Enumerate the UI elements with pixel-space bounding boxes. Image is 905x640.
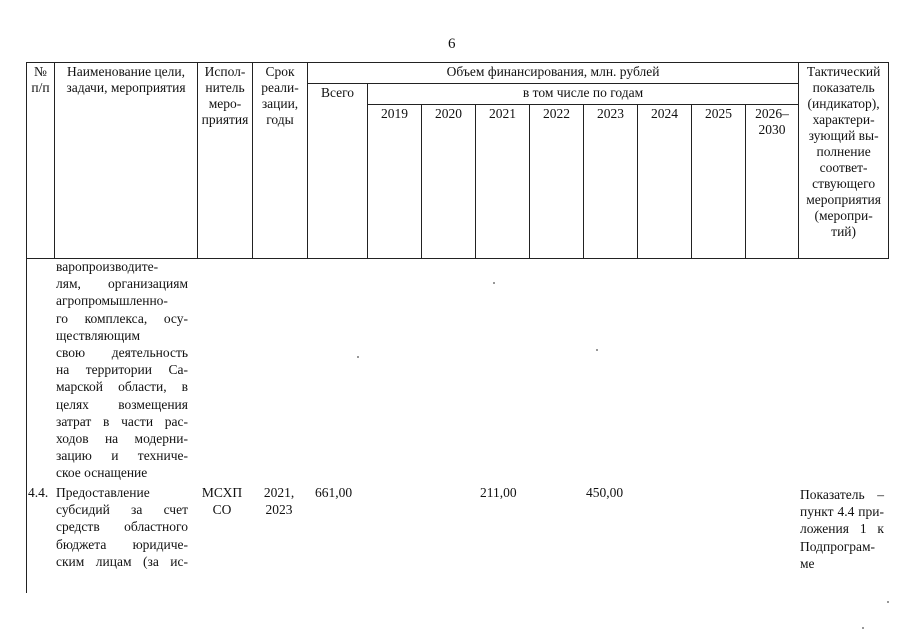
program-table-header <box>26 62 889 259</box>
row-total: 661,00 <box>315 485 353 500</box>
scan-speck <box>862 627 864 629</box>
header-by-years: в том числе по годам <box>368 84 799 105</box>
header-executor: Испол- нитель меро- приятия <box>198 63 253 259</box>
name-line: затрат в части рас- <box>56 413 188 429</box>
name-line: го комплекса, осу- <box>56 310 188 326</box>
name-line: бюджета юридиче- <box>56 536 188 552</box>
header-year-2022: 2022 <box>530 105 584 259</box>
name-line: на территории Са- <box>56 362 188 378</box>
row-name <box>56 484 188 570</box>
scan-speck <box>357 356 359 358</box>
scan-speck <box>887 601 889 603</box>
header-total: Всего <box>308 84 368 259</box>
header-year-2021: 2021 <box>476 105 530 259</box>
page-number: 6 <box>448 36 456 52</box>
name-cell-continuation <box>56 258 188 482</box>
row-term <box>254 484 304 518</box>
name-line: варопроизводите- <box>56 259 159 274</box>
name-line: Предоставление <box>56 485 150 500</box>
row-value-2021: 211,00 <box>480 485 517 500</box>
name-line: средств областного <box>56 519 188 535</box>
header-year-2024: 2024 <box>638 105 692 259</box>
indicator-line: Подпрограм- <box>800 538 876 554</box>
indicator-line: ложения 1 к <box>800 521 884 537</box>
scan-speck <box>596 349 598 351</box>
row-indicator <box>800 486 884 572</box>
term-line: 2023 <box>265 502 293 518</box>
row-value-2023: 450,00 <box>586 485 624 500</box>
name-line: ским лицам (за ис- <box>56 553 188 569</box>
indicator-line: ме <box>800 555 815 571</box>
indicator-line: пункт 4.4 при- <box>800 504 884 520</box>
name-line: ское оснащение <box>56 465 148 481</box>
header-financing: Объем финансирования, млн. рублей <box>308 63 799 84</box>
header-year-2023: 2023 <box>584 105 638 259</box>
header-term: Срок реали- зации, годы <box>253 63 308 259</box>
header-year-2020: 2020 <box>422 105 476 259</box>
scan-speck <box>493 282 495 284</box>
row-executor: МСХП СО <box>201 485 243 518</box>
name-line: агропромышленно- <box>56 293 168 309</box>
name-line: субсидий за счет <box>56 502 188 518</box>
indicator-line: Показатель – <box>800 487 884 502</box>
name-line: зацию и техниче- <box>56 448 188 464</box>
name-line: марской области, в <box>56 379 188 395</box>
table-left-border <box>26 257 27 593</box>
name-line: ходов на модерни- <box>56 431 188 447</box>
row-number: 4.4. <box>28 485 49 500</box>
term-line: 2021, <box>263 485 295 500</box>
header-indicator: Тактический показатель (индикатор), характери- зующий вы- полнение соответ- ствующего мероприятия (меропри- тий) <box>799 63 889 259</box>
header-year-2025: 2025 <box>692 105 746 259</box>
name-line: ществляющим <box>56 327 141 343</box>
name-line: целях возмещения <box>56 396 188 412</box>
header-year-2019: 2019 <box>368 105 422 259</box>
header-year-2026-2030: 2026– 2030 <box>746 105 799 259</box>
name-line: свою деятельность <box>56 345 188 361</box>
header-num: № п/п <box>27 63 55 259</box>
name-line: лям, организациям <box>56 276 188 292</box>
header-name: Наименование цели, задачи, мероприятия <box>55 63 198 259</box>
